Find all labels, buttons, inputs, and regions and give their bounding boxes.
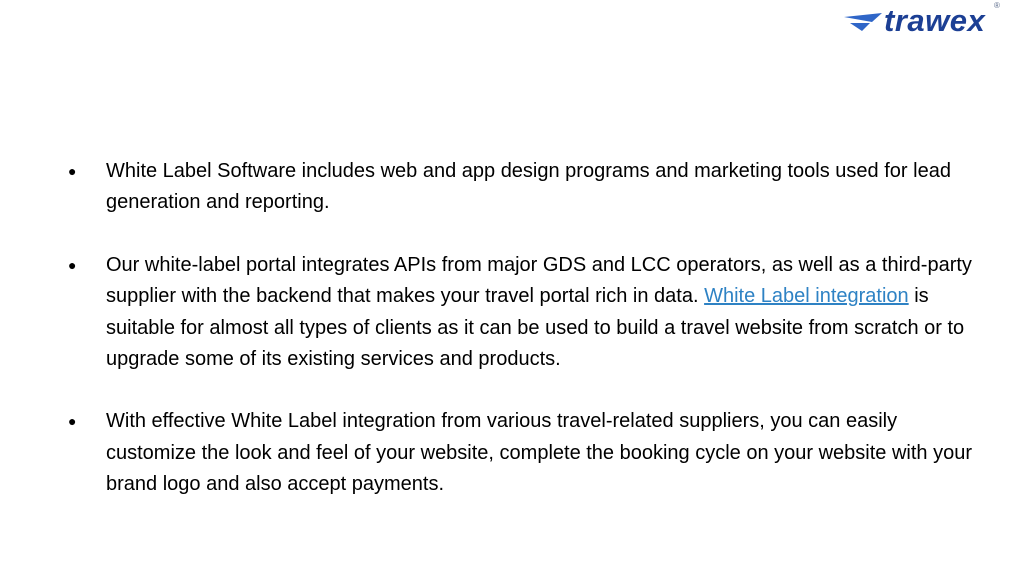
logo-wings-icon — [842, 10, 886, 32]
bullet-item — [68, 406, 978, 500]
logo-wing-lower — [850, 23, 870, 31]
bullet-dot: ● — [68, 256, 77, 273]
bullet-text-before-link: Our white-label portal integrates APIs from major GDS and LCC operators, as well as a third-party supplier with the backend that makes your travel portal rich in data. — [106, 253, 972, 308]
logo-registered-mark: ® — [994, 1, 1000, 10]
bullet-dot: ● — [68, 163, 77, 179]
bullet-item — [68, 250, 978, 376]
bullet-dot: ● — [68, 413, 77, 430]
bullet-text: With effective White Label integration from various travel-related suppliers, you can easily customize the look and feel of your website, complete the booking cycle on your website with your brand logo and also accept payments. — [106, 410, 973, 496]
white-label-integration-link[interactable]: White Label integration — [704, 285, 909, 308]
logo-wordmark: trawex — [884, 3, 986, 38]
trawex-logo — [842, 2, 1018, 44]
bullet-item — [68, 156, 978, 219]
bullet-list — [68, 156, 978, 501]
bullet-text-after-link: is suitable for almost all types of clients as it can be used to build a travel website from scratch or to upgrade some of its existing services and products. — [106, 285, 965, 371]
logo-wing-upper — [844, 13, 882, 22]
bullet-text: White Label Software includes web and app design programs and marketing tools used for lead generation and reporting. — [106, 160, 951, 214]
